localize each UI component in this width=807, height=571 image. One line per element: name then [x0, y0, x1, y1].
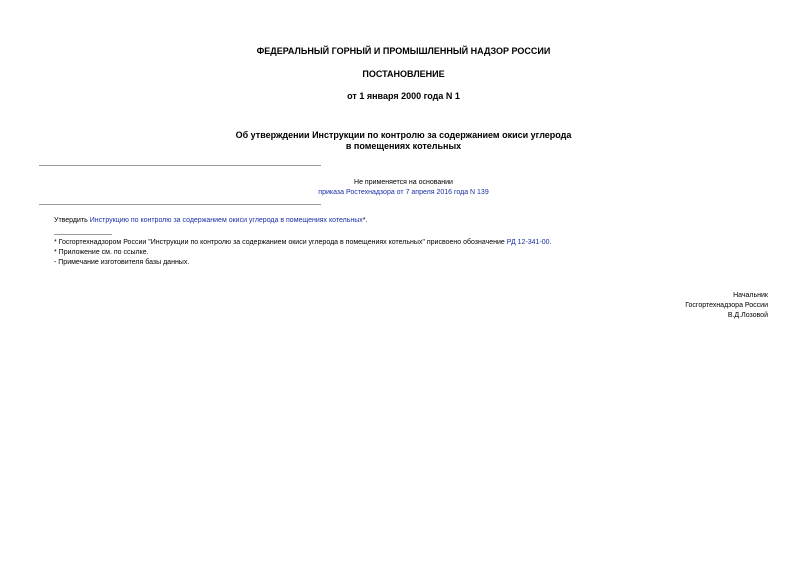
footnote-1: [54, 238, 552, 248]
revocation-order-link[interactable]: приказа Ростехнадзора от 7 апреля 2016 года N 139: [318, 189, 489, 196]
approval-suffix: *.: [362, 217, 368, 224]
footnote-divider: [54, 234, 112, 235]
signature-block: [685, 291, 768, 321]
footnote-3: - Примечание изготовителя базы данных.: [54, 259, 190, 266]
signature-position: Начальник: [733, 292, 768, 299]
approval-paragraph: [54, 216, 367, 226]
status-note-text: Не применяется на основании: [354, 179, 453, 186]
instruction-link[interactable]: Инструкцию по контролю за содержанием окиси углерода в помещениях котельных: [89, 217, 363, 224]
status-divider: [39, 204, 321, 205]
signature-organization: Госгортехнадзора России: [685, 302, 768, 309]
document-title: [0, 130, 807, 152]
status-note: [0, 178, 807, 198]
document-date: от 1 января 2000 года N 1: [347, 91, 460, 101]
document-title-line1: Об утверждении Инструкции по контролю за содержанием окиси углерода: [235, 130, 572, 140]
approval-prefix: Утвердить: [54, 217, 90, 224]
footnotes: [54, 238, 552, 268]
document-type: ПОСТАНОВЛЕНИЕ: [362, 69, 445, 79]
signature-name: В.Д.Лозовой: [727, 312, 768, 319]
agency-name: ФЕДЕРАЛЬНЫЙ ГОРНЫЙ И ПРОМЫШЛЕННЫЙ НАДЗОР РОССИИ: [256, 46, 551, 56]
footnote-2: * Приложение см. по ссылке.: [54, 249, 149, 256]
rd-12-341-00-link[interactable]: РД 12-341-00: [506, 239, 550, 246]
footnote-1-text: * Госгортехнадзором России "Инструкции по контролю за содержанием окиси углерода в помещениях котельных" присвоено обозначение: [54, 239, 507, 246]
header-divider: [39, 165, 321, 166]
document-title-line2: в помещениях котельных: [345, 141, 462, 151]
footnote-1-end: .: [549, 239, 552, 246]
